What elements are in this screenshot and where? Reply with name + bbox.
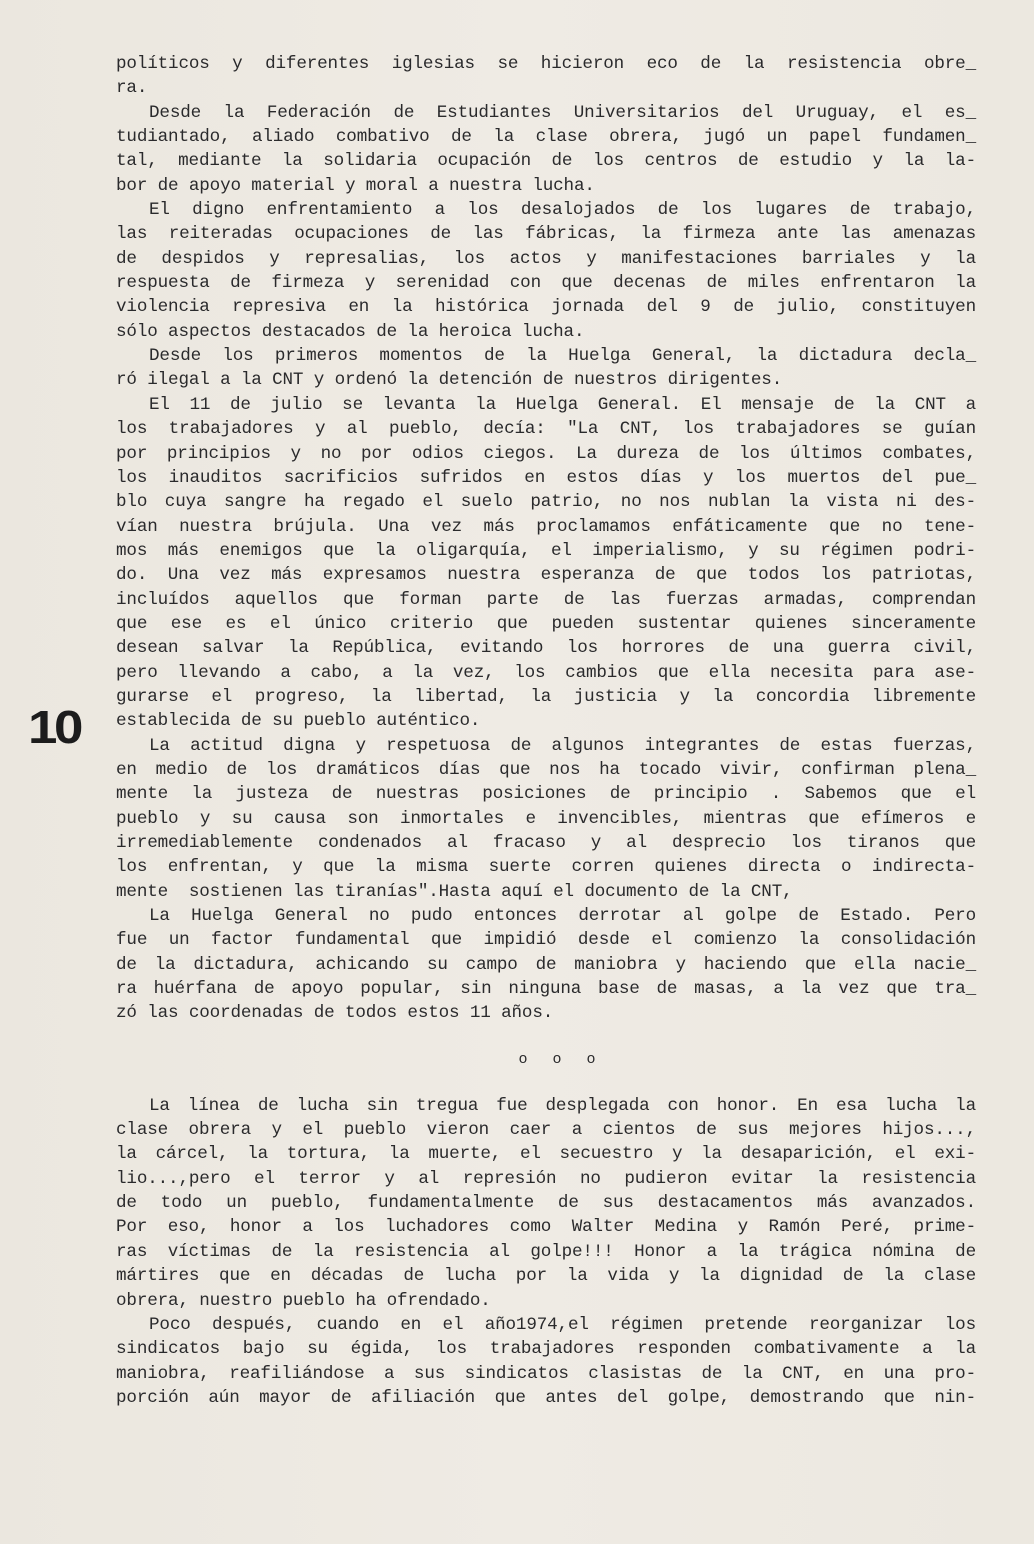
- text-line: que ese es el único criterio que pueden sustentar quienes sinceramente: [116, 613, 976, 634]
- section-gap: [116, 1072, 976, 1094]
- text-line: obrera, nuestro pueblo ha ofrendado.: [116, 1290, 491, 1311]
- text-line: de todo un pueblo, fundamentalmente de sus destacamentos más avanzados.: [116, 1193, 976, 1214]
- text-line: La Huelga General no pudo entonces derrotar al golpe de Estado. Pero: [149, 906, 976, 927]
- text-line: blo cuya sangre ha regado el suelo patrio, no nos nublan la vista ni des-: [116, 492, 976, 513]
- text-line: fue un factor fundamental que impidió desde el comienzo la consolidación: [116, 930, 976, 951]
- text-line: ra.: [116, 78, 148, 99]
- text-line: ra huérfana de apoyo popular, sin ninguna base de masas, a la vez que tra_: [116, 979, 976, 1000]
- text-line: desean salvar la República, evitando los horrores de una guerra civil,: [116, 638, 976, 659]
- text-line: mente sostienen las tiranías".Hasta aquí el documento de la CNT,: [116, 881, 793, 902]
- body-text: [116, 52, 976, 1410]
- section-separator: o o o: [518, 1050, 604, 1068]
- text-line: porción aún mayor de afiliación que antes del golpe, demostrando que nin-: [116, 1387, 976, 1408]
- text-line: sólo aspectos destacados de la heroica lucha.: [116, 321, 585, 342]
- text-line: mártires que en décadas de lucha por la vida y la dignidad de la clase: [116, 1266, 976, 1287]
- text-line: gurarse el progreso, la libertad, la justicia y la concordia libremente: [116, 686, 976, 707]
- page-number: 10: [28, 701, 80, 753]
- text-line: Desde los primeros momentos de la Huelga General, la dictadura decla_: [149, 346, 976, 367]
- text-line: El 11 de julio se levanta la Huelga General. El mensaje de la CNT a: [149, 394, 976, 415]
- text-line: lio...,pero el terror y al represión no pudieron evitar la resistencia: [116, 1168, 976, 1189]
- text-line: zó las coordenadas de todos estos 11 años.: [116, 1003, 554, 1024]
- text-line: establecida de su pueblo auténtico.: [116, 711, 481, 732]
- text-line: tudiantado, aliado combativo de la clase obrera, jugó un papel fundamen_: [116, 127, 976, 148]
- text-line: Por eso, honor a los luchadores como Walter Medina y Ramón Peré, prime-: [116, 1217, 976, 1238]
- text-line: ras víctimas de la resistencia al golpe!!! Honor a la trágica nómina de: [116, 1241, 976, 1262]
- text-line: mente la justeza de nuestras posiciones de principio . Sabemos que el: [116, 784, 976, 805]
- text-line: La línea de lucha sin tregua fue desplegada con honor. En esa lucha la: [149, 1095, 976, 1116]
- text-line: de despidos y represalias, los actos y manifestaciones barriales y la: [116, 248, 976, 269]
- text-line: los trabajadores y al pueblo, decía: "La CNT, los trabajadores se guían: [116, 419, 976, 440]
- text-line: ró ilegal a la CNT y ordenó la detención de nuestros dirigentes.: [116, 370, 783, 391]
- text-line: en medio de los dramáticos días que nos ha tocado vivir, confirman plena_: [116, 759, 976, 780]
- text-line: pueblo y su causa son inmortales e invencibles, mientras que efímeros e: [116, 808, 976, 829]
- text-line: respuesta de firmeza y serenidad con que decenas de miles enfrentaron la: [116, 273, 976, 294]
- text-line: do. Una vez más expresamos nuestra esperanza de que todos los patriotas,: [116, 565, 976, 586]
- text-line: de la dictadura, achicando su campo de maniobra y haciendo que ella nacie_: [116, 954, 976, 975]
- text-line: pero llevando a cabo, a la vez, los cambios que ella necesita para ase-: [116, 662, 976, 683]
- text-line: irremediablemente condenados al fracaso y al desprecio los tiranos que: [116, 833, 976, 853]
- text-line: los enfrentan, y que la misma suerte corren quienes directa o indirecta-: [116, 857, 976, 878]
- text-line: clase obrera y el pueblo vieron caer a cientos de sus mejores hijos...,: [116, 1120, 976, 1141]
- text-line: Poco después, cuando en el año1974,el régimen pretende reorganizar los: [149, 1314, 976, 1335]
- text-line: mos más enemigos que la oligarquía, el imperialismo, y su régimen podri-: [116, 540, 976, 561]
- text-line: vían nuestra brújula. Una vez más proclamamos enfáticamente que no tene-: [116, 516, 976, 537]
- text-line: Desde la Federación de Estudiantes Universitarios del Uruguay, el es_: [149, 102, 976, 123]
- text-line: maniobra, reafiliándose a sus sindicatos clasistas de la CNT, en una pro-: [116, 1363, 976, 1384]
- text-line: sindicatos bajo su égida, los trabajadores responden combativamente a la: [116, 1339, 976, 1360]
- text-line: La actitud digna y respetuosa de algunos integrantes de estas fuerzas,: [149, 735, 976, 756]
- text-line: políticos y diferentes iglesias se hicieron eco de la resistencia obre_: [116, 54, 976, 74]
- text-line: los inauditos sacrificios sufridos en estos días y los muertos del pue_: [116, 467, 976, 488]
- text-line: El digno enfrentamiento a los desalojados de los lugares de trabajo,: [149, 200, 976, 221]
- text-line: la cárcel, la tortura, la muerte, el secuestro y la desaparición, el exi-: [116, 1144, 976, 1165]
- text-section-2: [116, 1094, 976, 1410]
- text-line: bor de apoyo material y moral a nuestra lucha.: [116, 175, 595, 196]
- text-line: tal, mediante la solidaria ocupación de los centros de estudio y la la-: [116, 151, 976, 172]
- text-line: por principios y no por odios ciegos. La dureza de los últimos combates,: [116, 443, 976, 464]
- text-line: incluídos aquellos que forman parte de las fuerzas armadas, comprendan: [116, 589, 976, 610]
- text-line: violencia represiva en la histórica jornada del 9 de julio, constituyen: [116, 297, 976, 318]
- text-section-1: [116, 52, 976, 1026]
- section-gap: [116, 1026, 976, 1048]
- text-line: las reiteradas ocupaciones de las fábricas, la firmeza ante las amenazas: [116, 224, 976, 245]
